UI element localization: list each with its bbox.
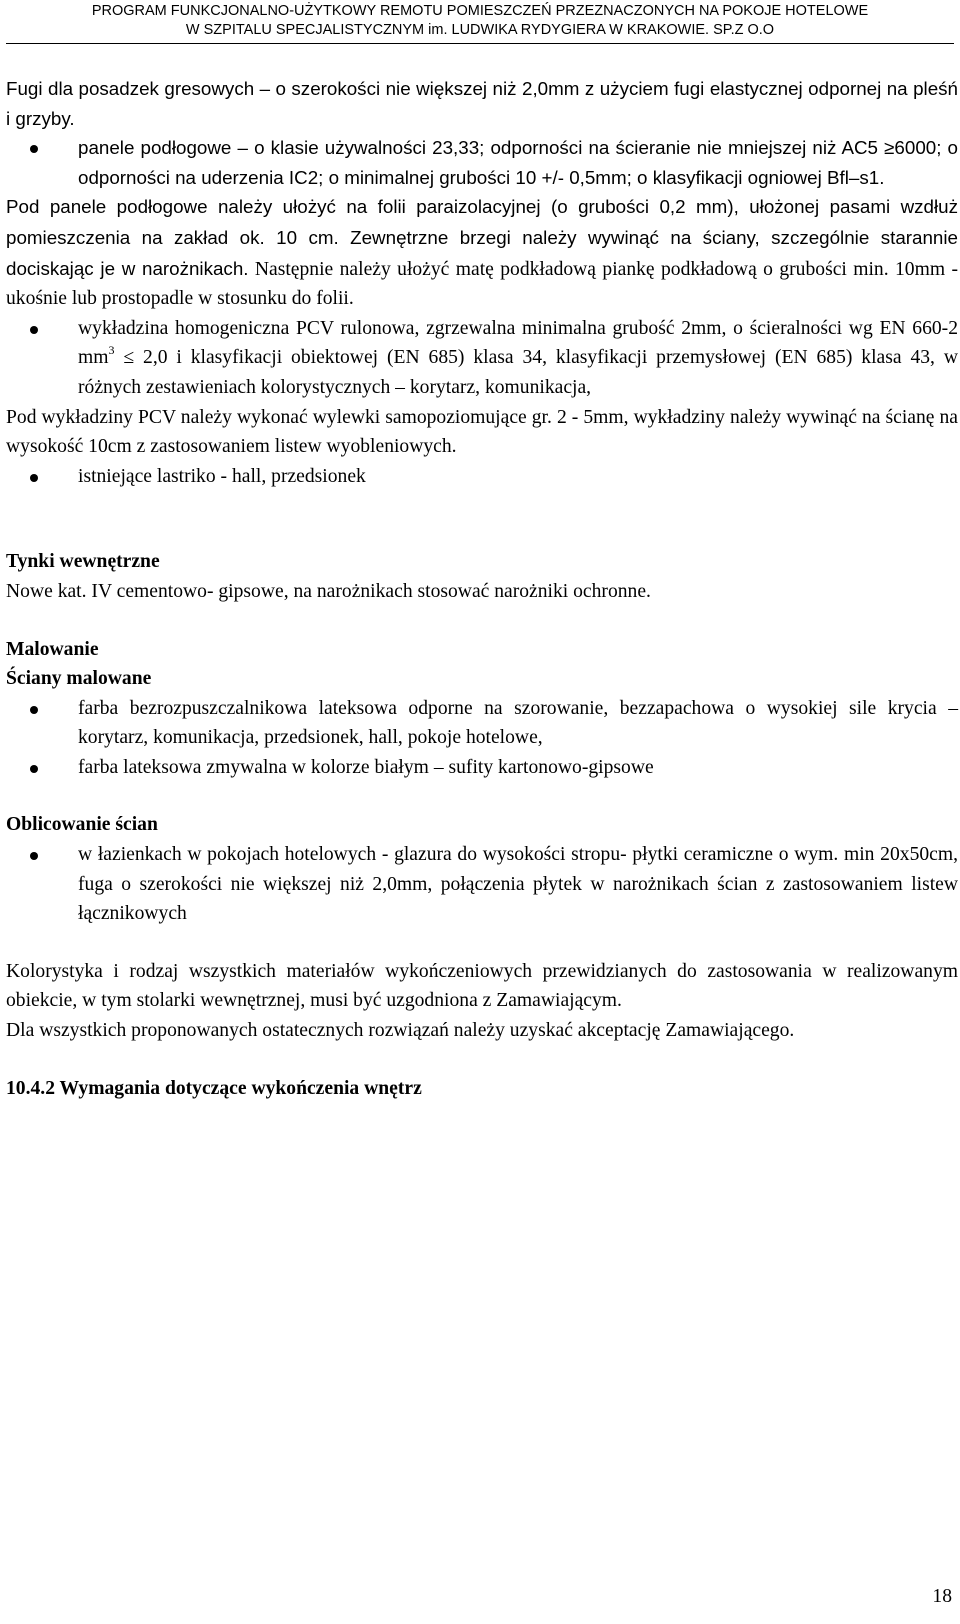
list-item xyxy=(6,314,958,403)
list-item-text: ≤ 2,0 i klasyfikacji obiektowej (EN 685) klasa 34, klasyfikacji przemysłowej (EN 685) klasa 43, w różnych zestawieniach kolorystycznych – korytarz, komunikacja, xyxy=(78,347,958,398)
list-item-text: farba lateksowa zmywalna w kolorze białym – sufity kartonowo-gipsowe xyxy=(78,756,654,778)
heading-tynki: Tynki wewnętrzne xyxy=(6,551,160,573)
paragraph-part: Pod panele podłogowe należy ułożyć na folii paraizolacyjnej (o grubości 0,2 mm), ułożonej pasami wzdłuż pomieszczenia na zakład ok. 10 cm. xyxy=(6,196,958,248)
header-line-2: W SZPITALU SPECJALISTYCZNYM im. LUDWIKA RYDYGIERA W KRAKOWIE. SP.Z O.O xyxy=(185,22,775,38)
bullet-list-panele xyxy=(6,133,958,192)
bullet-list-oblicowanie xyxy=(6,840,958,929)
paragraph-wylewki: Pod wykładziny PCV należy wykonać wylewki samopoziomujące gr. 2 - 5mm, wykładziny należy wywinąć na ścianę na wysokość 10cm z zastosowaniem listew wyobleniowych. xyxy=(6,406,958,458)
header-line-1: PROGRAM FUNKCJONALNO-UŻYTKOWY REMOTU POMIESZCZEŃ PRZEZNACZONYCH NA POKOJE HOTELOWE xyxy=(91,3,869,19)
list-item-text: wykładzina homogeniczna PCV rulonowa, zgrzewalna minimalna grubość 2mm, o ścieralności wg EN 660-2 mm xyxy=(78,317,958,369)
paragraph-part: Zewnętrzne brzegi należy wywinąć na ściany, szczególnie starannie dociskając je w narożnikach. xyxy=(6,226,958,279)
heading-oblicowanie: Oblicowanie ścian xyxy=(6,814,158,836)
list-item-text: panele podłogowe – o klasie używalności 23,33; odporności na ścieranie nie mniejszej niż AC5 ≥6000; o odporności na uderzenia IC2; o minimalnej grubości 10 +/- 0,5mm; o klasyfikacji ogniowej Bfl–s1. xyxy=(78,137,958,188)
header-divider xyxy=(6,43,954,44)
paragraph-kolorystyka: Kolorystyka i rodzaj wszystkich materiałów wykończeniowych przewidzianych do zastosowania w realizowanym obiekcie, w tym stolarki wewnętrznej, musi być uzgodniona z Zamawiającym. xyxy=(6,960,958,1012)
paragraph-fugi: Fugi dla posadzek gresowych – o szerokości nie większej niż 2,0mm z użyciem fugi elastycznej odpornej na pleśń i grzyby. xyxy=(6,78,958,129)
list-item-text: w łazienkach w pokojach hotelowych - glazura do wysokości stropu- płytki ceramiczne o wym. min 20x50cm, fuga o szerokości nie większej niż 2,0mm, połączenia płytek w narożnikach ścian z zastosowaniem listew łącznikowych xyxy=(78,844,958,925)
list-item xyxy=(6,753,958,783)
paragraph-panele-folia xyxy=(6,192,958,313)
list-item xyxy=(6,840,958,929)
bullet-icon xyxy=(30,765,38,773)
list-item xyxy=(6,133,958,192)
bullet-list-lastriko xyxy=(6,462,958,492)
list-item xyxy=(6,462,958,492)
paragraph-tynki: Nowe kat. IV cementowo- gipsowe, na narożnikach stosować narożniki ochronne. xyxy=(6,580,651,602)
page-header xyxy=(0,2,960,40)
list-item-text: istniejące lastriko - hall, przedsionek xyxy=(78,465,366,487)
bullet-icon xyxy=(30,145,38,153)
bullet-icon xyxy=(30,852,38,860)
bullet-icon xyxy=(30,474,38,482)
paragraph-part: Następnie należy ułożyć matę podkładową piankę podkładową o grubości min. 10mm - ukośnie lub prostopadle w stosunku do folii. xyxy=(6,258,958,310)
bullet-icon xyxy=(30,326,38,334)
bullet-icon xyxy=(30,706,38,714)
heading-malowanie: Malowanie xyxy=(6,638,99,660)
section-heading: 10.4.2 Wymagania dotyczące wykończenia wnętrz xyxy=(6,1077,422,1099)
page-number: 18 xyxy=(932,1586,952,1607)
bullet-list-pcv xyxy=(6,314,958,403)
paragraph-akceptacja: Dla wszystkich proponowanych ostatecznych rozwiązań należy uzyskać akceptację Zamawiającego. xyxy=(6,1020,795,1042)
superscript: 3 xyxy=(108,343,115,358)
bullet-list-malowanie xyxy=(6,694,958,783)
subheading-sciany-malowane: Ściany malowane xyxy=(6,668,152,690)
document-body xyxy=(6,74,958,1103)
list-item-text: farba bezrozpuszczalnikowa lateksowa odporne na szorowanie, bezzapachowa o wysokiej sile krycia – korytarz, komunikacja, przedsionek, hall, pokoje hotelowe, xyxy=(78,697,958,749)
list-item xyxy=(6,694,958,753)
